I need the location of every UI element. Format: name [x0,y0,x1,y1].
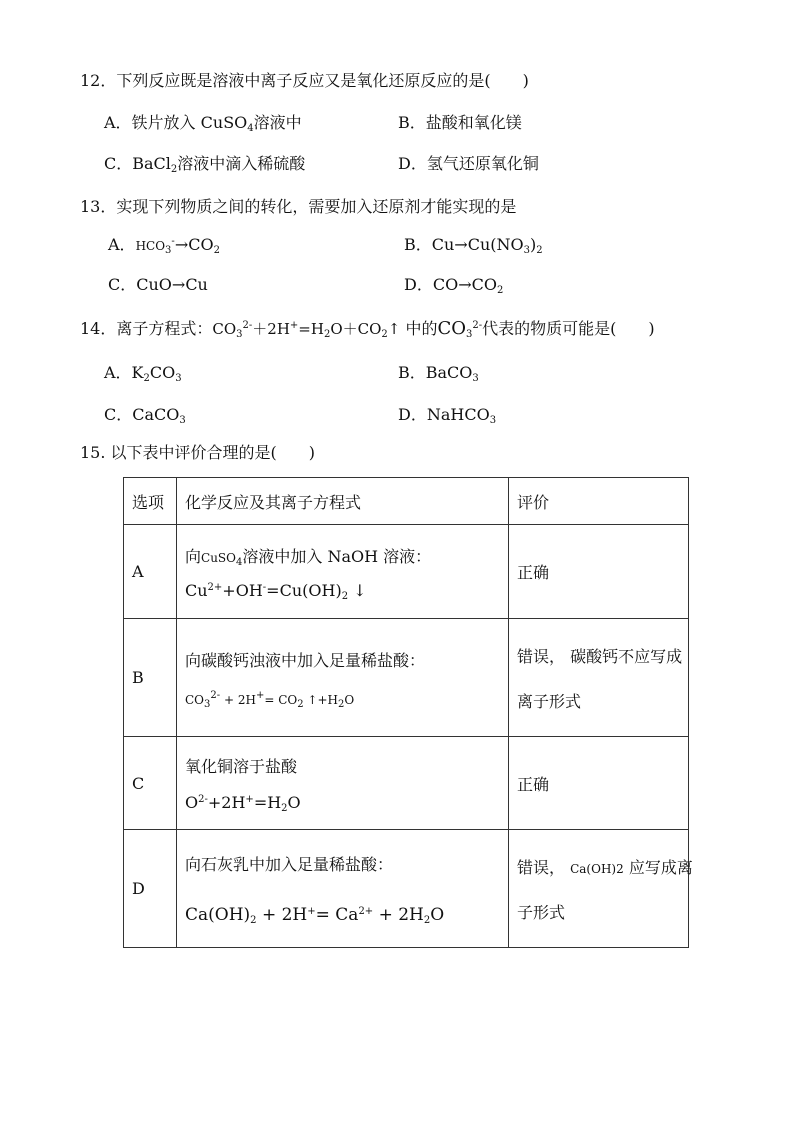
q13-option-a: A．$HCO_3^-\to CO_2$ [108,235,220,256]
row-reaction [177,619,509,737]
row-option: C [124,737,177,830]
row-evaluation: 错误， 碳酸钙不应写成 离子形式 [509,619,689,737]
reaction-description: 向CuSO$_4$溶液中加入 NaOH 溶液： [185,546,432,568]
q12-option-b: B．盐酸和氧化镁 [398,113,522,132]
q13-option-d: D．$CO\to CO_2$ [404,275,504,296]
row-evaluation: 错误， Ca(OH)2 应写成离 子形式 [509,830,689,948]
q12-option-d: D．氢气还原氧化铜 [398,154,539,173]
reaction-description: 向碳酸钙浊液中加入足量稀盐酸： [185,651,426,670]
q15-stem: 15. 以下表中评价合理的是( ) [80,443,316,462]
row-evaluation: 正确 [509,737,689,830]
q14-option-a: A．$K_2CO_3$ [104,363,182,384]
q13-option-b: B．$Cu\to Cu(NO_3)_2$ [404,235,543,256]
q12-stem: 12．下列反应既是溶液中离子反应又是氧化还原反应的是( ) [80,71,529,90]
table-row [124,737,689,830]
row-option: A [124,525,177,619]
reaction-description: 氧化铜溶于盐酸 [185,757,298,776]
row-reaction [177,737,509,830]
table-header-row [124,478,689,525]
q14-option-c: C．CaCO$_3$ [104,405,186,426]
reaction-description: 向石灰乳中加入足量稀盐酸： [185,855,394,874]
q14-option-b: B．BaCO$_3$ [398,363,479,384]
q13-option-c: C．CuO→Cu [108,275,208,294]
q12-option-c: C．BaCl$_2$溶液中滴入稀硫酸 [104,154,306,175]
q14-option-d: D．NaHCO$_3$ [398,405,497,426]
table-row [124,619,689,737]
ionic-equation: $Cu^{2+}+OH^-=Cu(OH)_2$ ↓ [185,580,367,602]
header-reaction: 化学反应及其离子方程式 [177,478,509,525]
ionic-equation: $CO_3^{2-} + 2H^+= CO_2$ $↑+H_2O$ [185,690,355,710]
header-evaluation: 评价 [509,478,689,525]
ionic-equation: $Ca(OH)_2 + 2H^+= Ca^{2+} + 2H_2O$ [185,905,445,926]
row-reaction [177,525,509,619]
row-evaluation: 正确 [509,525,689,619]
q13-stem: 13．实现下列物质之间的转化，需要加入还原剂才能实现的是 [80,197,517,216]
row-option: D [124,830,177,948]
ionic-equation: $O^{2-}+2H^+=H_2O$ [185,793,301,814]
q14-ion: $CO_3^{2-}$ [437,318,483,340]
table-row [124,830,689,948]
row-option: B [124,619,177,737]
header-option: 选项 [124,478,177,525]
q14-equation: $CO_3^{2-}+2H^+=H_2O+CO_2↑$ [212,320,401,340]
table-row [124,525,689,619]
evaluation-table [123,477,693,948]
row-reaction [177,830,509,948]
q12-option-a: A．铁片放入 CuSO$_4$溶液中 [104,113,302,134]
q14-stem: 14．离子方程式：$CO_3^{2-}+2H^+=H_2O+CO_2↑$ 中的$CO_3^{2-}$代表的物质可能是( ) [80,318,655,340]
